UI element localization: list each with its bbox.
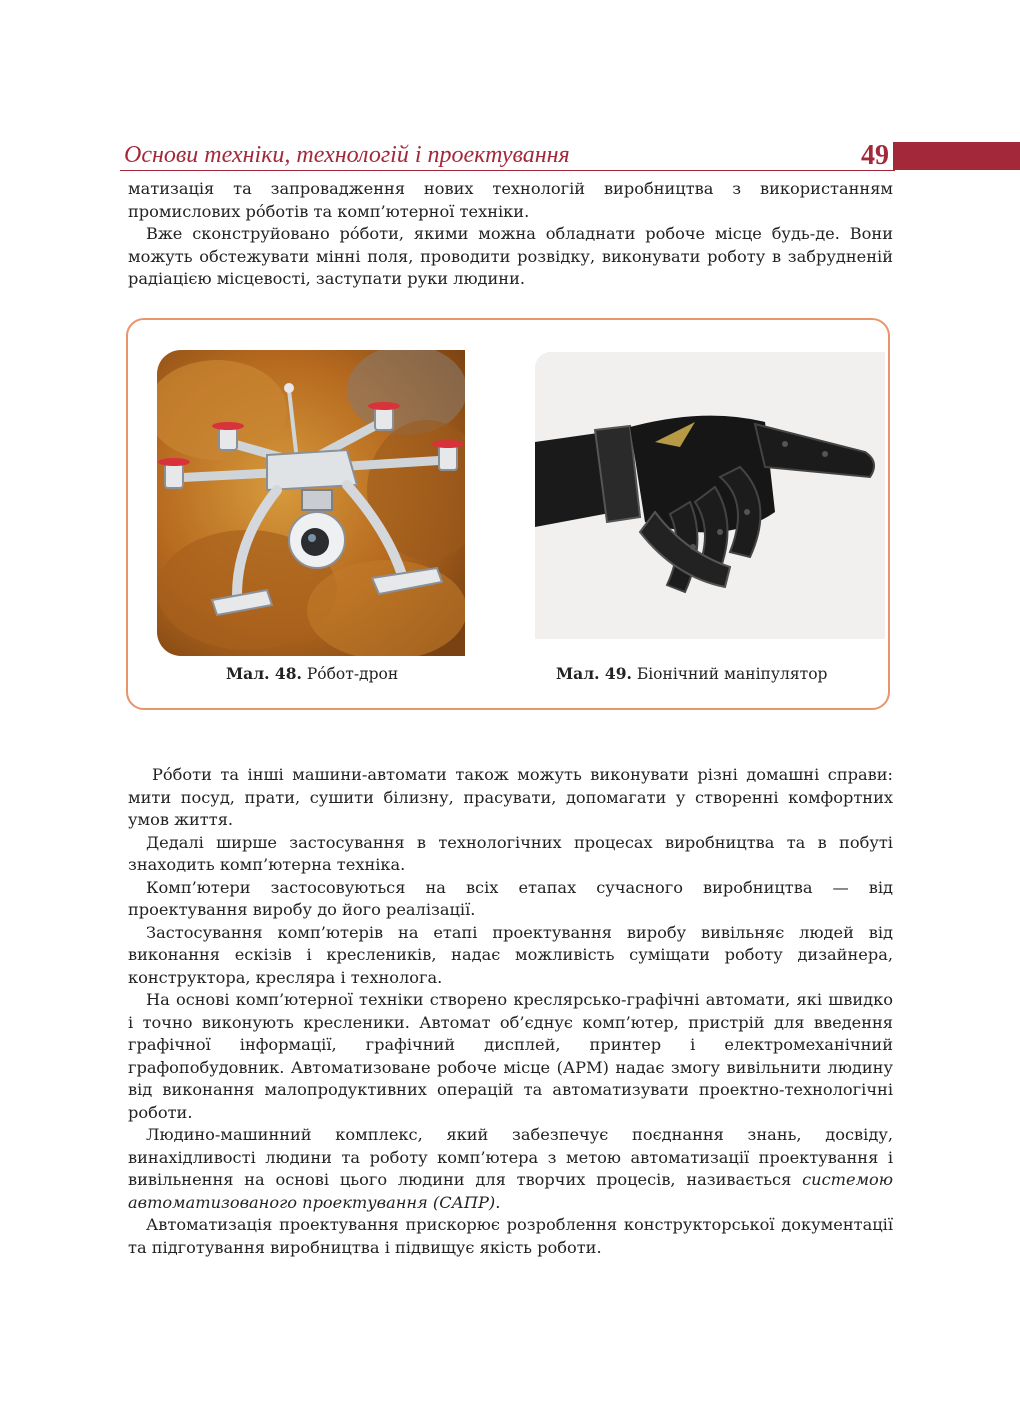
body-paragraph-6-start: Людино-машинний комплекс, який забезпечує поєднання знань, досвіду, винахідливості людини та роботу комп’ютера з метою автоматизації проектування і вивільнення на основі цього людини для творчих процесів, називається (128, 1125, 893, 1189)
body-text (128, 764, 893, 1259)
running-header (120, 138, 895, 171)
bionic-hand-photo (535, 352, 885, 639)
term-sapr: системою автоматизованого проектування (САПР) (128, 1170, 893, 1212)
body-paragraph-7: Автоматизація проектування прискорює розроблення конструкторської документації та підготування виробництва і підвищує якість роботи. (128, 1215, 893, 1257)
figure-49-caption (556, 664, 827, 683)
figure-48-label: Мал. 48. (226, 664, 302, 683)
figure-48-text: Рóбот-дрон (301, 665, 399, 683)
drone-image (157, 350, 465, 656)
figure-49-label: Мал. 49. (556, 664, 632, 683)
drone-photo (157, 350, 465, 656)
body-paragraph-6 (128, 1124, 893, 1214)
header-accent-bar (893, 142, 1020, 170)
page-number: 49 (861, 140, 889, 171)
intro-paragraph-1: матизація та запровадження нових технологій виробництва з використанням промислових рóботів та комп’ютерної техніки. (128, 179, 893, 221)
running-header-title: Основи техніки, технологій і проектування (124, 142, 570, 168)
body-paragraph-2: Дедалі ширше застосування в технологічних процесах виробництва та в побуті знаходить комп’ютерна техніка. (128, 832, 893, 874)
intro-paragraph-2: Вже сконструйовано рóботи, якими можна обладнати робоче місце будь-де. Вони можуть обстежувати мінні поля, проводити розвідку, виконувати роботу в забрудненій радіацією місцевості, заступати руки людини. (128, 224, 893, 288)
body-paragraph-4: Застосування комп’ютерів на етапі проектування виробу вивільняє людей від виконання ескізів і креслеників, надає можливість суміщати роботу дизайнера, конструктора, кресляра і технолога. (128, 922, 893, 987)
body-paragraph-5: На основі комп’ютерної техніки створено креслярсько-графічні автомати, які швидко і точно виконують кресленики. Автомат об’єднує комп’ютер, пристрій для введення графічної інформації, графічний дисплей, принтер і електромеханічний графопобудовник. Автоматизоване робоче місце (АРМ) надає змогу вивільнити людину від виконання малопродуктивних операцій та автоматизувати проектно-технологічні роботи. (128, 990, 893, 1122)
figure-49-text: Біонічний маніпулятор (631, 665, 828, 683)
intro-text (128, 178, 893, 291)
body-paragraph-3: Комп’ютери застосовуються на всіх етапах сучасного виробництва — від проектування виробу до його реалізації. (128, 877, 893, 919)
figure-48-caption (226, 664, 398, 683)
body-paragraph-6-end: . (495, 1192, 501, 1212)
bionic-hand-image (535, 352, 885, 639)
body-paragraph-1: Рóботи та інші машини-автомати також можуть виконувати різні домашні справи: мити посуд, прати, сушити білизну, прасувати, допомагати у створенні комфортних умов життя. (128, 765, 893, 829)
